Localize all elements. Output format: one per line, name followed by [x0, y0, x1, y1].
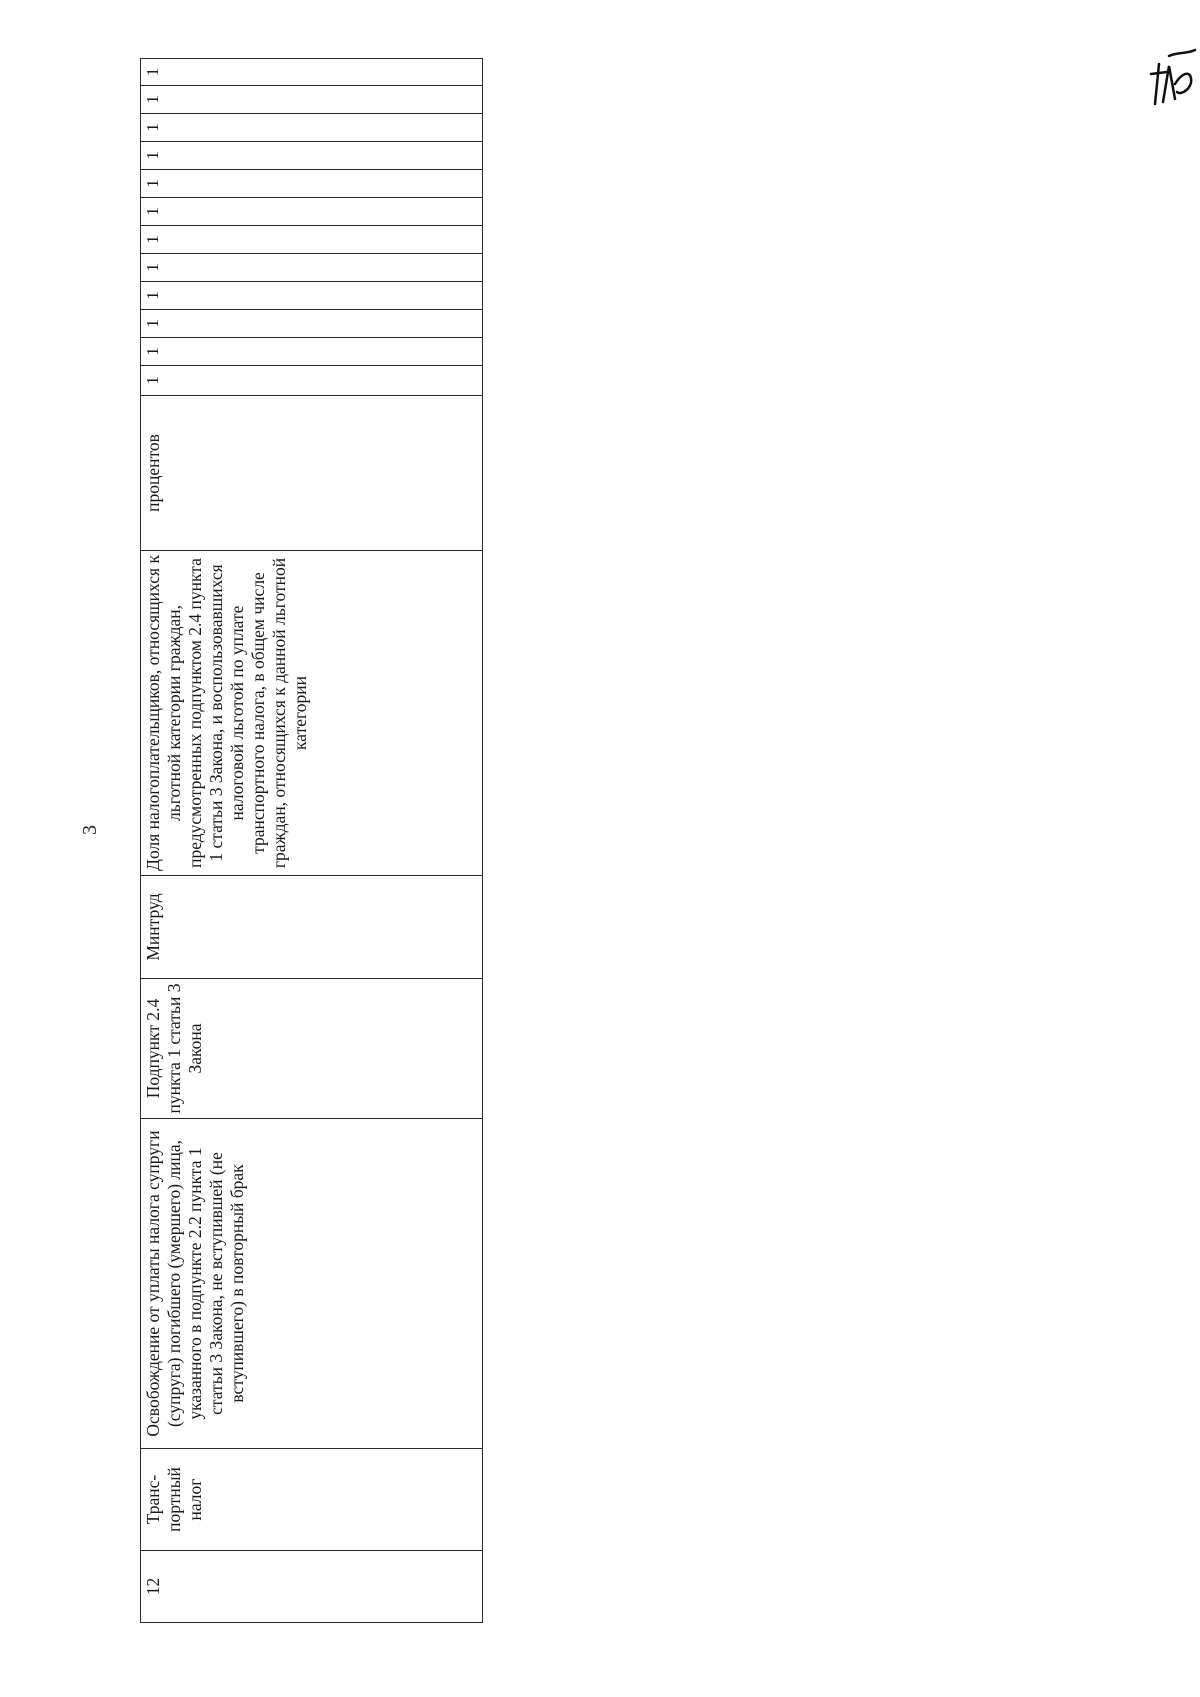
criterion-cell-1: 1 — [141, 366, 483, 396]
criterion-cell-5: 1 — [141, 254, 483, 282]
page-number: 3 — [79, 825, 101, 835]
criterion-cell-10: 1 — [141, 114, 483, 142]
tax-type-cell: Транс- портный налог — [141, 1449, 483, 1551]
law-reference-cell: Подпункт 2.4 пункта 1 статьи 3 Закона — [141, 979, 483, 1119]
criterion-cell-4: 1 — [141, 282, 483, 310]
criterion-cell-9: 1 — [141, 142, 483, 170]
criterion-cell-3: 1 — [141, 310, 483, 338]
criterion-cell-2: 1 — [141, 338, 483, 366]
tax-benefit-table — [140, 58, 483, 1623]
criterion-cell-12: 1 — [141, 59, 483, 86]
row-number: 12 — [141, 1551, 483, 1623]
criterion-cell-11: 1 — [141, 86, 483, 114]
curator-cell: Минтруд — [141, 876, 483, 979]
indicator-cell: Доля налогоплательщиков, относящихся к льготной категории граждан, предусмотренных подпунктом 2.4 пункта 1 статьи 3 Закона, и воспользовавшихся налоговой льготой по уплате транспортного налога, в общем числе граждан, относящихся к данной льготной категории — [141, 551, 483, 876]
rotated-table-wrapper — [140, 67, 482, 1623]
criterion-cell-6: 1 — [141, 226, 483, 254]
units-cell: процентов — [141, 396, 483, 551]
criterion-cell-7: 1 — [141, 198, 483, 226]
table-row — [141, 59, 483, 1623]
criterion-cell-8: 1 — [141, 170, 483, 198]
description-cell: Освобождение от уплаты налога супруги (супруга) погибшего (умершего) лица, указанного в подпункте 2.2 пункта 1 статьи 3 Закона, не вступившей (не вступившего) в повторный брак — [141, 1119, 483, 1449]
handwritten-signature — [1145, 44, 1200, 114]
